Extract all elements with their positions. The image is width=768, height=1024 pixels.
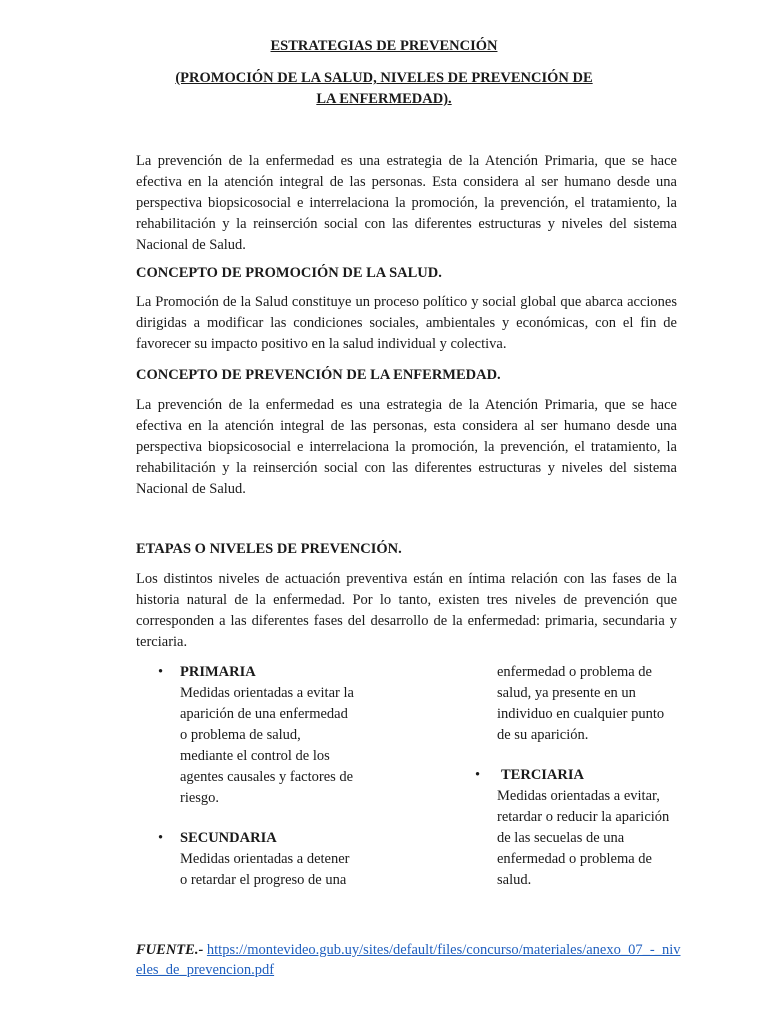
list-item-secundaria	[158, 828, 388, 891]
list-item-terciaria	[475, 765, 697, 891]
secundaria-line: o retardar el progreso de una	[180, 872, 347, 888]
source-link[interactable]: https://montevideo.gub.uy/sites/default/files/concurso/materiales/anexo_07_-_niveles_de_prevencion.pdf	[136, 942, 681, 978]
promocion-paragraph: La Promoción de la Salud constituye un proceso político y social global que abarca acciones dirigidas a modificar las condiciones sociales, ambientales y económicas, con el fin de favorecer su impacto positivo en la salud individual y colectiva.	[136, 294, 677, 352]
source-note	[136, 940, 681, 980]
secundaria-continuation	[497, 662, 697, 746]
primaria-line: agentes causales y factores de	[180, 769, 354, 785]
primaria-line: o problema de salud,	[180, 727, 301, 743]
terciaria-label: TERCIARIA	[501, 767, 584, 783]
intro-paragraph: La prevención de la enfermedad es una estrategia de la Atención Primaria, que se hace efectiva en la atención integral de las personas. Esta considera al ser humano desde una perspectiva biopsicosocial e interrelaciona la promoción, la prevención, el tratamiento, la rehabilitación y la reinserción social con las diferentes estructuras y niveles del sistema Nacional de Salud.	[136, 153, 677, 253]
secundaria-line: enfermedad o problema de	[497, 664, 652, 680]
bullet-icon: •	[158, 830, 164, 846]
terciaria-line: Medidas orientadas a evitar,	[497, 788, 660, 804]
primaria-label: PRIMARIA	[180, 664, 256, 680]
secundaria-line: Medidas orientadas a detener	[180, 851, 350, 867]
document-subtitle: (PROMOCIÓN DE LA SALUD, NIVELES DE PREVENCIÓN DE LA ENFERMEDAD).	[175, 70, 593, 107]
secundaria-line: individuo en cualquier punto	[497, 706, 665, 722]
terciaria-line: salud.	[497, 872, 532, 888]
primaria-line: Medidas orientadas a evitar la	[180, 685, 354, 701]
bullet-icon: •	[475, 767, 481, 783]
etapas-paragraph: Los distintos niveles de actuación preventiva están en íntima relación con las fases de la historia natural de la enfermedad. Por lo tanto, existen tres niveles de prevención que corresponden a las diferentes fases del desarrollo de la enfermedad: primaria, secundaria y terciaria.	[136, 571, 677, 650]
primaria-line: aparición de una enfermedad	[180, 706, 348, 722]
terciaria-line: retardar o reducir la aparición	[497, 809, 670, 825]
terciaria-line: enfermedad o problema de	[497, 851, 652, 867]
list-item-primaria	[158, 662, 388, 809]
prevencion-paragraph: La prevención de la enfermedad es una estrategia de la Atención Primaria, que se hace efectiva en la atención integral de las personas, esta considera al ser humano desde una perspectiva biopsicosocial e interrelaciona la promoción, la prevención, el tratamiento, la rehabilitación y la reinserción social con las diferentes estructuras y niveles del sistema Nacional de Salud.	[136, 397, 677, 497]
prevencion-heading: CONCEPTO DE PREVENCIÓN DE LA ENFERMEDAD.	[136, 367, 501, 383]
source-label: FUENTE.-	[136, 942, 204, 958]
promocion-heading: CONCEPTO DE PROMOCIÓN DE LA SALUD.	[136, 265, 442, 281]
etapas-heading: ETAPAS O NIVELES DE PREVENCIÓN.	[136, 541, 402, 557]
secundaria-line: salud, ya presente en un	[497, 685, 636, 701]
secundaria-line: de su aparición.	[497, 727, 589, 743]
bullet-icon: •	[158, 664, 164, 680]
document-title: ESTRATEGIAS DE PREVENCIÓN	[270, 38, 498, 54]
primaria-line: riesgo.	[180, 790, 220, 806]
secundaria-label: SECUNDARIA	[180, 830, 277, 846]
primaria-line: mediante el control de los	[180, 748, 330, 764]
terciaria-line: de las secuelas de una	[497, 830, 625, 846]
